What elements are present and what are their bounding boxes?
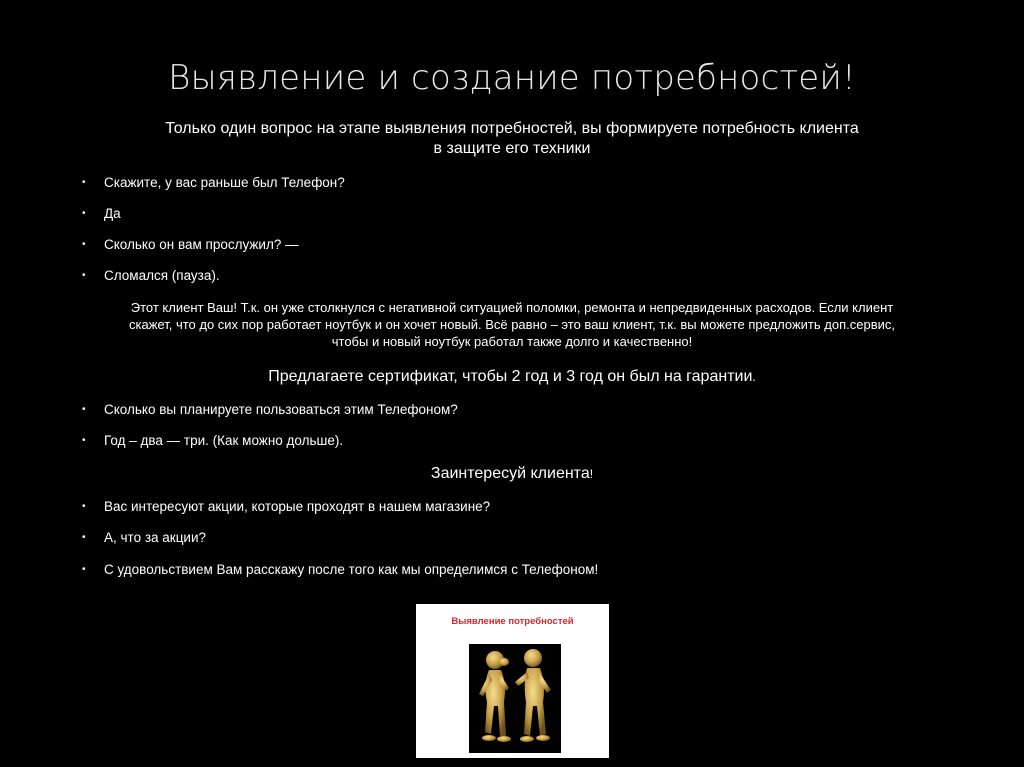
offer-text: Предлагаете сертификат, чтобы 2 год и 3 год он был на гарантии [268,368,753,385]
interest-suffix: ! [589,467,594,481]
bullet-dot: • [82,239,86,250]
bullet-dot: • [82,532,86,543]
bullet-text: Сломался (пауза). [104,268,220,283]
bullet-dot: • [82,404,86,415]
slide-subtitle [100,119,924,159]
bullet-dot: • [82,177,86,188]
bullet-text: С удовольствием Вам расскажу после того как мы определимся с Телефоном! [104,562,599,577]
bullet-text: Скажите, у вас раньше был Телефон? [104,175,345,190]
slide-title: Выявление и создание потребностей! [168,58,856,98]
bullet-dot: • [82,435,86,446]
interest-text: Заинтересуй клиента [430,465,590,482]
bullet-text: А, что за акции? [104,530,207,545]
paragraph-line-1: Этот клиент Ваш! Т.к. он уже столкнулся с негативной ситуацией поломки, ремонта и непредвиденных расходов. Если клиент [130,300,894,315]
bullet-text: Сколько он вам прослужил? — [104,237,299,252]
paragraph-line-2: скажет, что до сих пор работает ноутбук и он хочет новый. Всё равно – это ваш клиент, т.к. вы можете предложить доп.сервис, [129,317,895,332]
subtitle-line-2: в защите его техники [433,140,591,157]
explanation-paragraph [70,299,954,350]
interest-heading [0,464,1024,484]
bullet-text: Да [104,206,121,221]
subtitle-line-1: Только один вопрос на этапе выявления потребностей, вы формируете потребность клиента [165,120,859,137]
bullet-dot: • [82,501,86,512]
illustration-caption: Выявление потребностей [451,616,574,627]
illustration-background [469,644,561,753]
paragraph-line-3: чтобы и новый ноутбук работал также долго и качественно! [331,334,693,349]
bullet-text: Сколько вы планируете пользоваться этим Телефоном? [104,402,458,417]
bullet-dot: • [82,208,86,219]
talking-figures-icon [469,644,561,753]
needs-illustration [416,604,609,758]
right-figure [515,649,551,742]
bullet-dot: • [82,270,86,281]
bullet-text: Год – два — три. (Как можно дольше). [104,433,344,448]
offer-suffix: . [752,370,756,384]
bullet-dot: • [82,564,86,575]
left-figure [479,651,511,742]
bullet-text: Вас интересуют акции, которые проходят в нашем магазине? [104,499,491,514]
offer-heading [0,367,1024,387]
